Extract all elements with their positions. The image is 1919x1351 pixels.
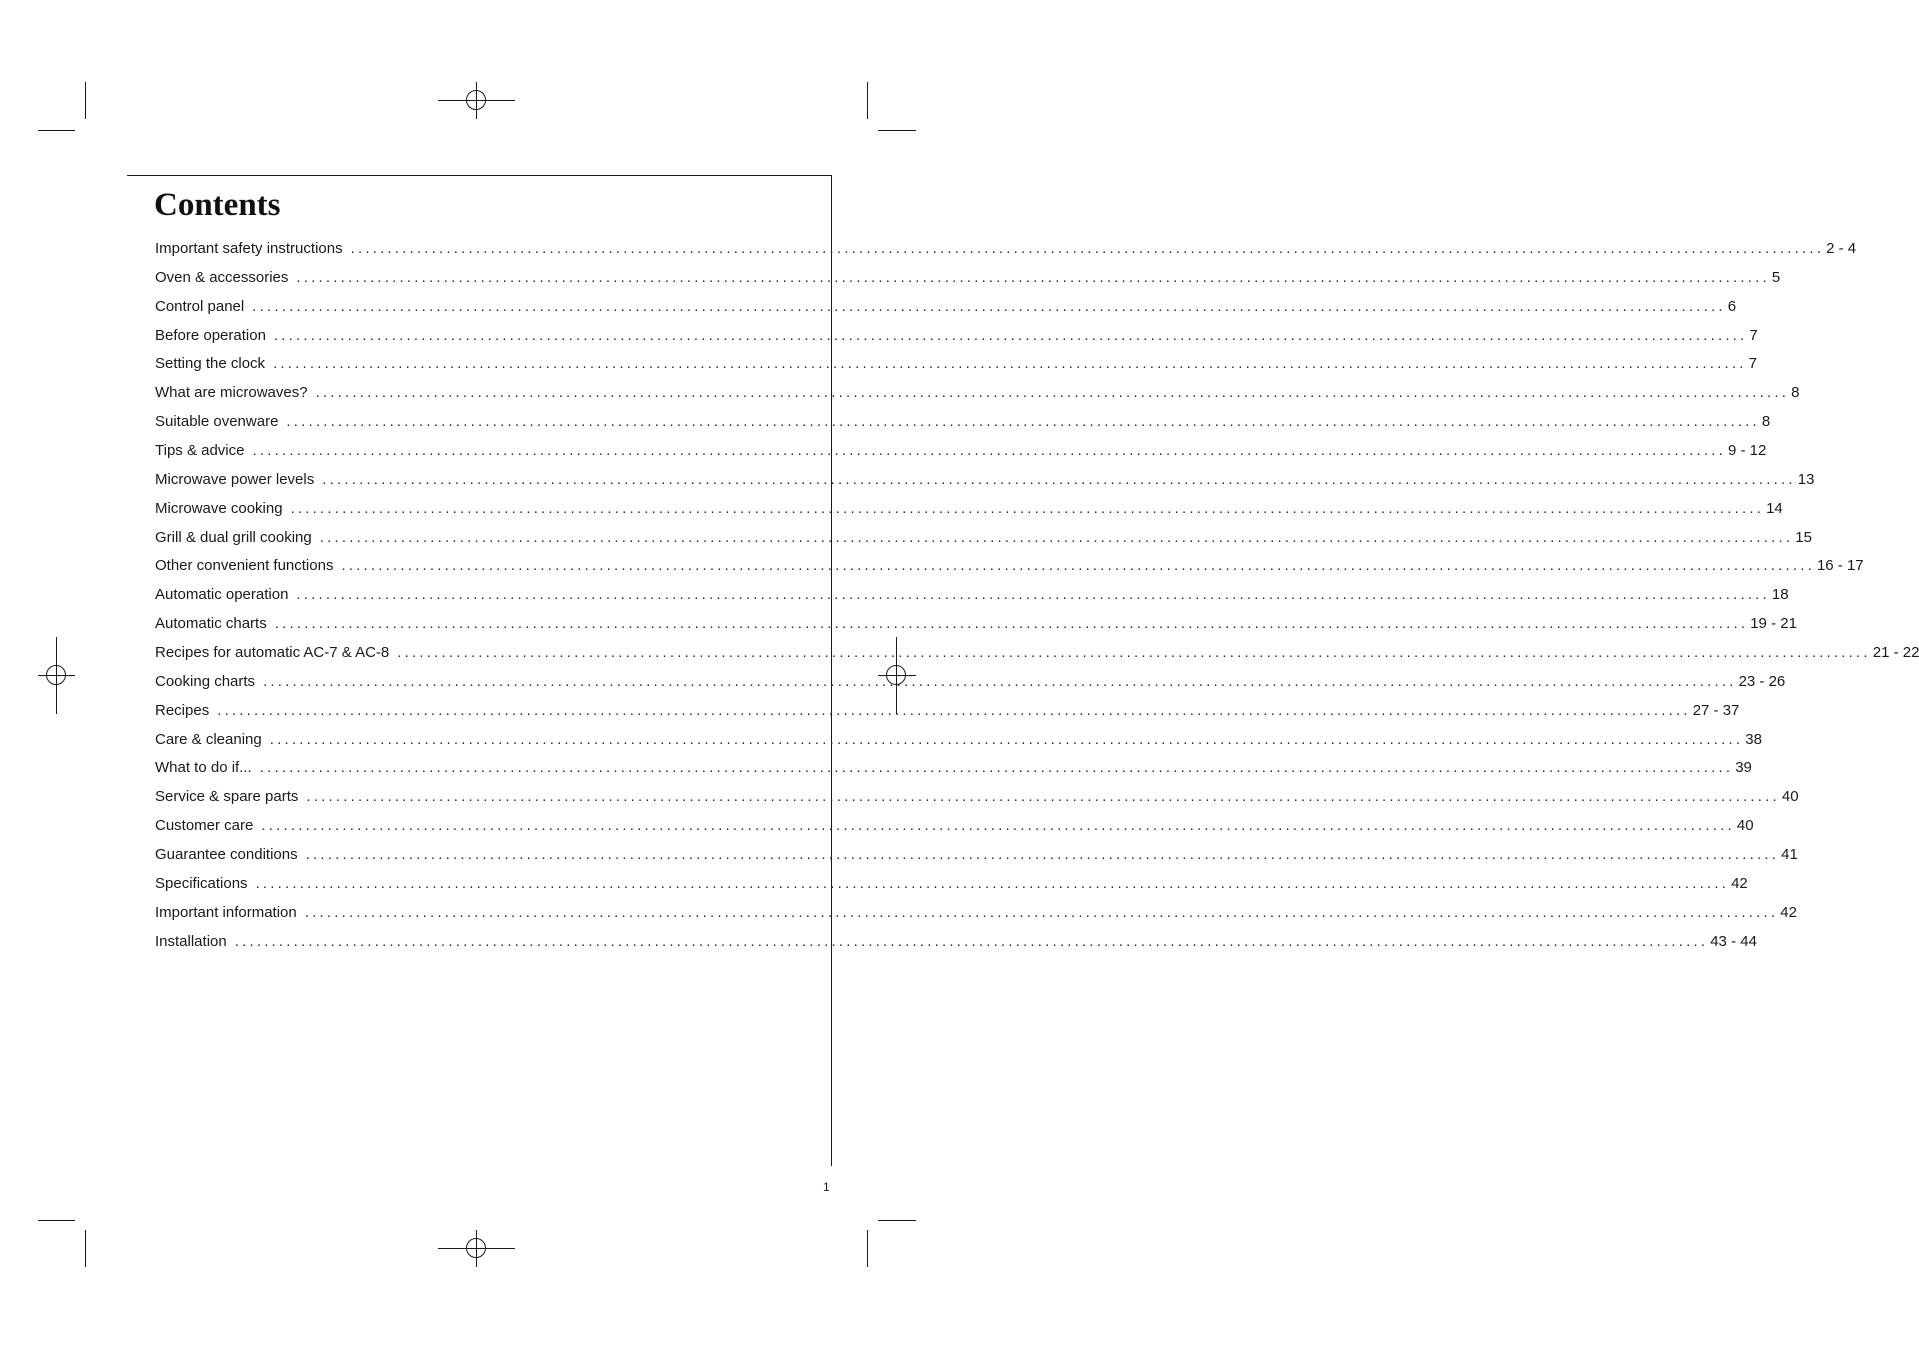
toc-entry-title: Recipes for automatic AC-7 & AC-8 <box>155 644 390 662</box>
toc-entry <box>155 293 1737 322</box>
toc-entry-title: Care & cleaning <box>155 730 262 748</box>
toc-entry-title: Microwave power levels <box>155 470 315 488</box>
toc-entry-page: 16 - 17 <box>1816 557 1864 575</box>
toc-dot-leader: ........................................................................................................................................................................................................ <box>322 470 1796 488</box>
toc-entry-title: Customer care <box>155 817 254 835</box>
toc-entry-title: Automatic charts <box>155 615 267 633</box>
toc-entry-title: Tips & advice <box>155 442 245 460</box>
toc-dot-leader: ........................................................................................................................................................................................................ <box>269 730 1744 748</box>
toc-entry <box>155 812 1754 841</box>
toc-entry-title: Setting the clock <box>155 355 266 373</box>
toc-entry <box>155 870 1748 899</box>
toc-dot-leader: ........................................................................................................................................................................................................ <box>273 326 1748 344</box>
toc-entry-page: 21 - 22 <box>1872 644 1919 662</box>
toc-entry-page: 42 <box>1780 903 1797 921</box>
toc-dot-leader: ........................................................................................................................................................................................................ <box>261 817 1735 835</box>
toc-dot-leader: ........................................................................................................................................................................................................ <box>286 413 1760 431</box>
toc-dot-leader: ........................................................................................................................................................................................................ <box>234 932 1709 950</box>
toc-entry-page: 42 <box>1731 874 1748 892</box>
toc-dot-leader: ........................................................................................................................................................................................................ <box>296 268 1770 286</box>
toc-entry <box>155 466 1815 495</box>
toc-dot-leader: ........................................................................................................................................................................................................ <box>259 759 1734 777</box>
toc-dot-leader: ........................................................................................................................................................................................................ <box>305 846 1780 864</box>
toc-entry-page: 5 <box>1771 268 1781 286</box>
toc-entry-title: Cooking charts <box>155 672 256 690</box>
toc-entry-title: What to do if... <box>155 759 252 777</box>
toc-entry <box>155 379 1800 408</box>
toc-entry-title: Microwave cooking <box>155 499 283 517</box>
toc-entry-page: 15 <box>1795 528 1812 546</box>
toc-entry-title: Grill & dual grill cooking <box>155 528 312 546</box>
toc-entry <box>155 524 1812 553</box>
toc-dot-leader: ........................................................................................................................................................................................................ <box>397 644 1871 662</box>
toc-entry-page: 19 - 21 <box>1750 615 1797 633</box>
toc-entry-title: Specifications <box>155 874 248 892</box>
toc-entry-page: 8 <box>1791 384 1800 402</box>
toc-entry-title: Installation <box>155 932 227 950</box>
toc-entry <box>155 264 1781 293</box>
toc-entry <box>155 668 1786 697</box>
toc-dot-leader: ........................................................................................................................................................................................................ <box>255 874 1730 892</box>
toc-entry <box>155 350 1757 379</box>
toc-entry-page: 9 - 12 <box>1727 442 1767 460</box>
toc-entry-title: Important information <box>155 903 297 921</box>
toc-entry-page: 23 - 26 <box>1738 672 1786 690</box>
toc-entry <box>155 235 1857 264</box>
toc-entry <box>155 408 1771 437</box>
toc-entry-title: Other convenient functions <box>155 557 334 575</box>
toc-entry-title: Important safety instructions <box>155 240 343 257</box>
toc-entry-page: 39 <box>1735 759 1752 777</box>
toc-entry <box>155 928 1757 957</box>
toc-entry <box>155 322 1758 351</box>
toc-entry <box>155 437 1767 466</box>
toc-dot-leader: ........................................................................................................................................................................................................ <box>306 788 1780 806</box>
toc-entry <box>155 552 1864 581</box>
toc-entry-page: 40 <box>1781 788 1799 806</box>
toc-entry-title: Guarantee conditions <box>155 846 298 864</box>
toc-dot-leader: ........................................................................................................................................................................................................ <box>304 903 1779 921</box>
toc-entry <box>155 899 1797 928</box>
toc-entry-page: 40 <box>1736 817 1754 835</box>
toc-entry-page: 14 <box>1766 499 1783 517</box>
toc-dot-leader: ........................................................................................................................................................................................................ <box>319 528 1794 546</box>
toc-entry-page: 7 <box>1748 355 1757 373</box>
toc-entry-title: What are microwaves? <box>155 384 308 402</box>
toc-entry-title: Control panel <box>155 297 245 315</box>
toc-entry-page: 2 - 4 <box>1826 240 1857 257</box>
toc-dot-leader: ........................................................................................................................................................................................................ <box>315 384 1790 402</box>
toc-entry-title: Service & spare parts <box>155 788 299 806</box>
toc-entry-title: Automatic operation <box>155 586 289 604</box>
toc-entry <box>155 783 1799 812</box>
page-title: Contents <box>154 187 281 223</box>
toc-entry-page: 18 <box>1771 586 1789 604</box>
toc-entry-title: Before operation <box>155 326 266 344</box>
toc-entry-page: 43 - 44 <box>1710 932 1757 950</box>
toc-entry <box>155 610 1797 639</box>
toc-dot-leader: ........................................................................................................................................................................................................ <box>252 297 1726 315</box>
toc-entry-page: 8 <box>1761 413 1771 431</box>
toc-entry <box>155 841 1798 870</box>
toc-dot-leader: ........................................................................................................................................................................................................ <box>217 701 1691 719</box>
toc-entry-title: Oven & accessories <box>155 268 289 286</box>
toc-dot-leader: ........................................................................................................................................................................................................ <box>273 355 1747 373</box>
toc-dot-leader: ........................................................................................................................................................................................................ <box>350 240 1825 257</box>
toc-entry <box>155 639 1919 668</box>
toc-entry-page: 7 <box>1749 326 1758 344</box>
toc-entry-page: 13 <box>1797 470 1815 488</box>
toc-entry <box>155 495 1783 524</box>
toc-entry-title: Recipes <box>155 701 210 719</box>
toc-entry <box>155 581 1789 610</box>
toc-dot-leader: ........................................................................................................................................................................................................ <box>274 615 1749 633</box>
toc-dot-leader: ........................................................................................................................................................................................................ <box>263 672 1737 690</box>
toc-entry-page: 27 - 37 <box>1692 701 1740 719</box>
toc-dot-leader: ........................................................................................................................................................................................................ <box>296 586 1770 604</box>
toc-entry <box>155 754 1752 783</box>
toc-entry-page: 41 <box>1781 846 1798 864</box>
toc-entry-page: 6 <box>1727 297 1737 315</box>
toc-entry <box>155 726 1762 755</box>
toc-dot-leader: ........................................................................................................................................................................................................ <box>252 442 1726 460</box>
toc-entry-page: 38 <box>1745 730 1762 748</box>
toc-entry <box>155 697 1740 726</box>
page-number: 1 <box>823 1180 830 1194</box>
table-of-contents <box>155 235 1919 956</box>
frame-top-rule <box>127 175 832 176</box>
toc-dot-leader: ........................................................................................................................................................................................................ <box>290 499 1765 517</box>
toc-entry-title: Suitable ovenware <box>155 413 279 431</box>
toc-dot-leader: ........................................................................................................................................................................................................ <box>341 557 1815 575</box>
